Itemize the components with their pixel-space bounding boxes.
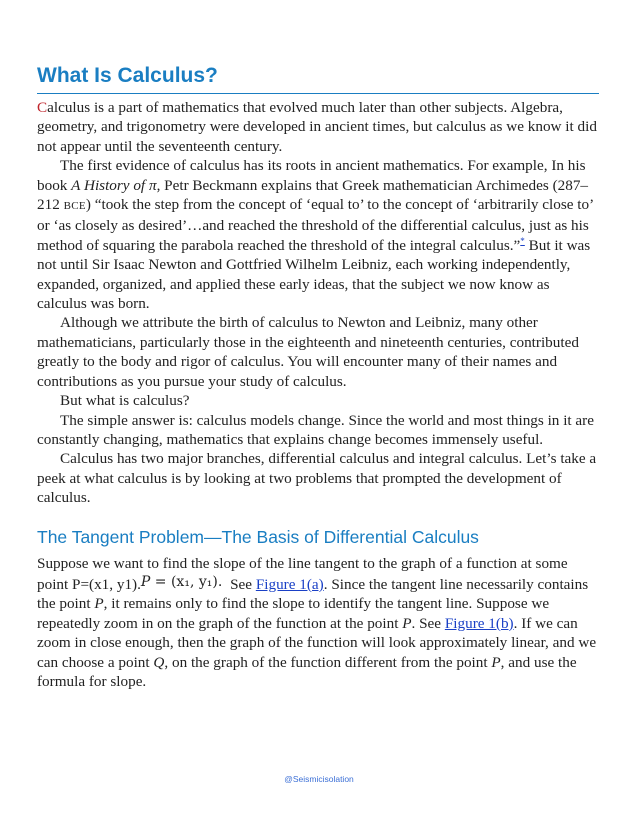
tangent-text-a: Suppose we want to find the slope of the line tangent to the graph of a function at some point P=(x1, y1). <box>37 554 568 593</box>
tangent-text-e: . See <box>411 614 445 632</box>
paragraph-question: But what is calculus? <box>60 392 190 410</box>
figure-1a-link[interactable]: Figure 1(a) <box>255 575 324 593</box>
tangent-text-c: . Since the tangent line necessarily contains the point <box>37 575 589 613</box>
formula-rhs: = (x₁, y₁). <box>150 573 223 590</box>
point-p-formula <box>141 574 222 590</box>
history-paragraph <box>37 156 599 313</box>
figure-1b-link[interactable]: Figure 1(b) <box>444 614 514 632</box>
page-title: What Is Calculus? <box>37 62 599 94</box>
history-text-a: The first evidence of calculus has its roots in ancient mathematics. For example, In his book <box>37 157 586 194</box>
paragraph-branches: Calculus has two major branches, differential calculus and integral calculus. Let’s take a peek at what calculus is by looking at two problems that prompted the development of calculus. <box>37 450 597 507</box>
tangent-text-g: , on the graph of the function different from the point <box>164 653 492 671</box>
history-text-b: , Petr Beckmann explains that Greek mathematician Archimedes (287–212 <box>37 176 589 214</box>
tangent-text-b: See <box>226 575 256 593</box>
point-q-label: Q <box>153 653 165 671</box>
book-title: A History of π <box>71 176 157 194</box>
footnote-link[interactable]: * <box>520 235 525 246</box>
section-heading: The Tangent Problem—The Basis of Differential Calculus <box>37 526 479 547</box>
history-quote: ) “took the step from the concept of ‘equal to’ to the concept of ‘arbitrarily close to’ or ‘as closely as desired’…and reached the threshold of the differential calculus, just as his method of squaring the parabola reached the threshold of the integral calculus.” <box>37 196 594 254</box>
content <box>37 62 599 691</box>
paragraph-contributors: Although we attribute the birth of calculus to Newton and Leibniz, many other mathematicians, particularly those in the eighteenth and nineteenth centuries, contributed greatly to the body and rigor of calculus. You will encounter many of their names and contributions as you pursue your study of calculus. <box>37 314 579 390</box>
point-p-label: P <box>491 653 501 671</box>
tangent-text-h: , and use the formula for slope. <box>37 653 577 690</box>
paragraph-answer: The simple answer is: calculus models change. Since the world and most things in it are constantly changing, mathematics that explains change becomes immensely useful. <box>37 411 594 448</box>
point-p-label: P <box>94 595 104 613</box>
intro-paragraph <box>37 98 599 156</box>
history-text-d: But it was not until Sir Isaac Newton and Gottfried Wilhelm Leibniz, each working independently, expanded, organized, and applied these early ideas, that the subject we now know as calculus was born. <box>37 236 591 313</box>
era-label: BCE <box>63 200 86 213</box>
point-p-label: P <box>402 614 412 632</box>
tangent-text-d: , it remains only to find the slope to identify the tangent line. Suppose we repeatedly zoom in on the graph of the function at the point <box>37 595 550 632</box>
formula-lhs: P <box>140 573 151 590</box>
tangent-text-f: . If we can zoom in close enough, then the graph of the function will look approximately linear, and we can choose a point <box>37 614 597 671</box>
watermark: @Seismicisolation <box>284 774 354 784</box>
dropcap: C <box>37 99 48 116</box>
intro-text: alculus is a part of mathematics that evolved much later than other subjects. Algebra, geometry, and trigonometry were developed in ancient times, but calculus as we know it did not appear until the seventeenth century. <box>37 99 597 155</box>
tangent-paragraph <box>37 554 599 692</box>
